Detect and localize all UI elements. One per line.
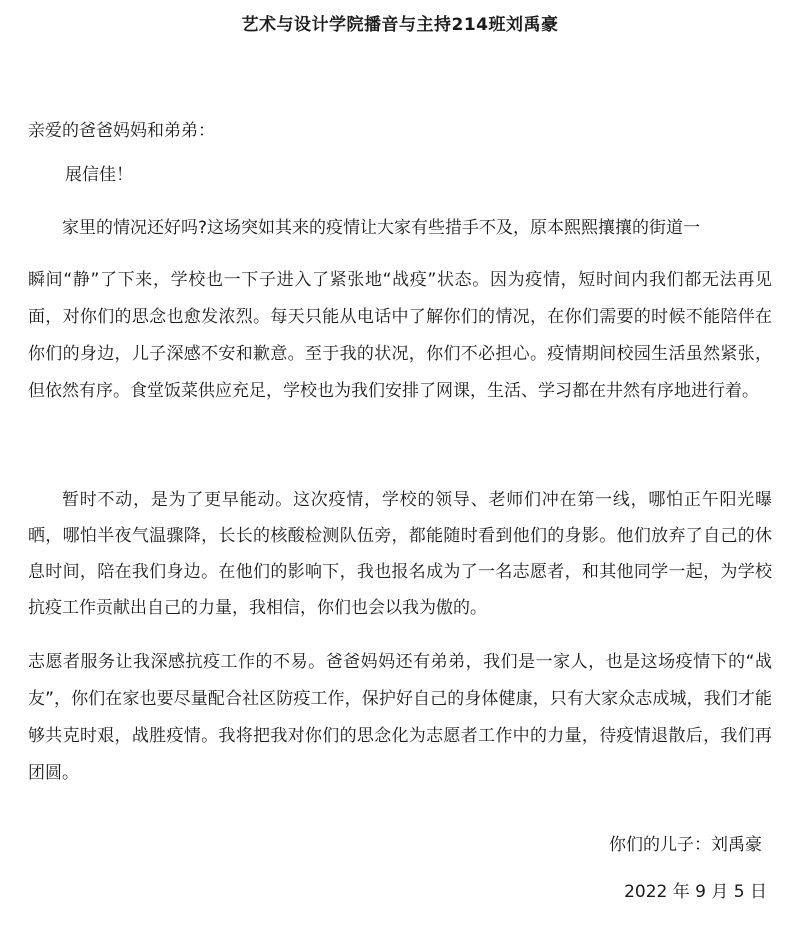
paragraph-3: 志愿者服务让我深感抗疫工作的不易。爸爸妈妈还有弟弟，我们是一家人，也是这场疫情下的“战友”，你们在家也要尽量配合社区防疫工作，保护好自己的身体健康，只有大家众志成城，我们才能够共克时艰，战胜疫情。我将把我对你们的思念化为志愿者工作中的力量，待疫情退散后，我们再团圆。 [28, 652, 772, 783]
signature: 你们的儿子：刘禹豪 [609, 835, 762, 855]
paragraph-1 [28, 210, 772, 410]
paragraph-1-first-line: 家里的情况还好吗?这场突如其来的疫情让大家有些措手不及，原本熙熙攘攘的街道一 [62, 218, 701, 238]
paragraph-2: 暂时不动，是为了更早能动。这次疫情，学校的领导、老师们冲在第一线，哪怕正午阳光曝晒，哪怕半夜气温骤降，长长的核酸检测队伍旁，都能随时看到他们的身影。他们放弃了自己的休息时间，陪在我们身边。在他们的影响下，我也报名成为了一名志愿者，和其他同学一起，为学校抗疫工作贡献出自己的力量，我相信，你们也会以我为傲的。 [28, 490, 772, 618]
greeting: 展信佳！ [65, 165, 133, 185]
paragraph-1-body: 瞬间“静”了下来，学校也一下子进入了紧张地“战疫”状态。因为疫情，短时间内我们都无法再见面，对你们的思念也愈发浓烈。每天只能从电话中了解你们的情况，在你们需要的时候不能陪伴在你们的身边，儿子深感不安和歉意。至于我的状况，你们不必担心。疫情期间校园生活虽然紧张，但依然有序。食堂饭菜供应充足，学校也为我们安排了网课，生活、学习都在井然有序地进行着。 [28, 270, 772, 401]
salutation: 亲爱的爸爸妈妈和弟弟： [28, 121, 215, 141]
letter-date: 2022 年 9 月 5 日 [624, 882, 767, 902]
letter-title: 艺术与设计学院播音与主持214班刘禹豪 [241, 15, 559, 35]
